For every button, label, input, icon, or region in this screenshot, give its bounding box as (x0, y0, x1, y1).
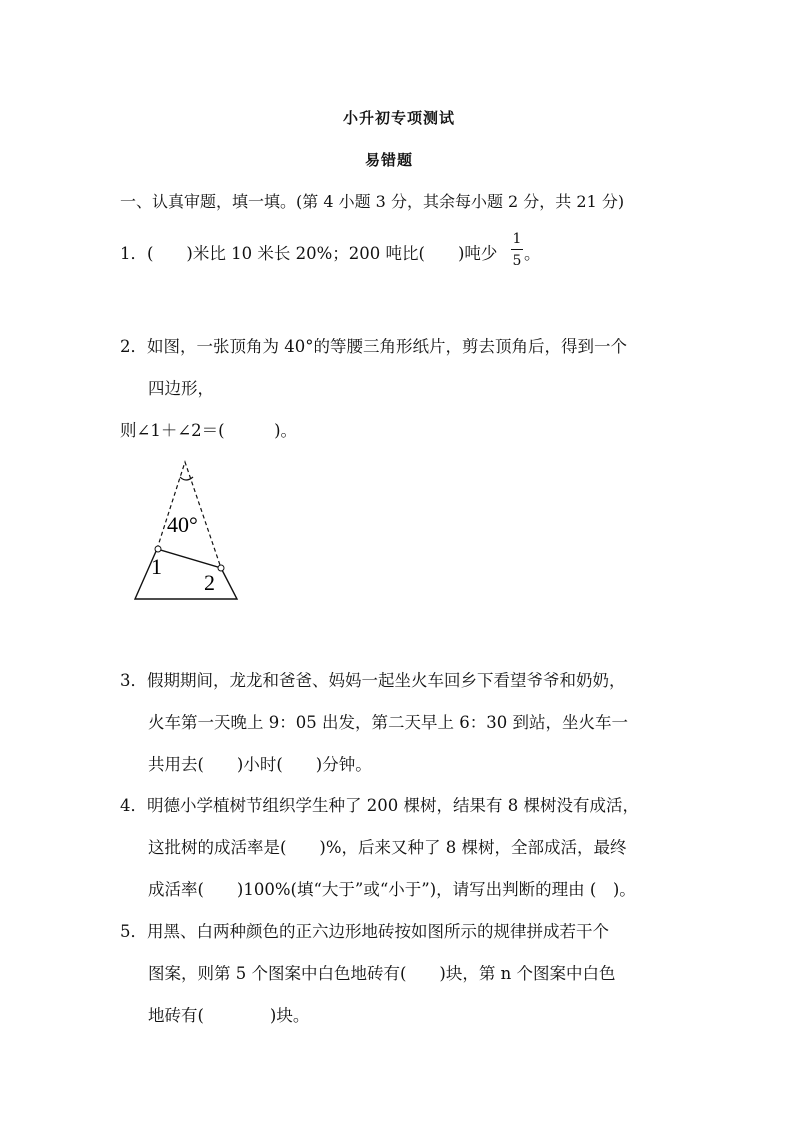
triangle-figure (125, 452, 245, 607)
fraction-numerator: 1 (512, 231, 522, 247)
fraction-denominator: 5 (512, 253, 522, 269)
angle-40-label: 40° (167, 512, 198, 537)
angle-2-label: 2 (204, 570, 215, 595)
page-subtitle: 易错题 (365, 151, 414, 169)
degree-marker (218, 565, 224, 571)
question-3-line-2: 火车第一天晚上 9：05 出发，第二天早上 6：30 到站，坐火车一 (148, 713, 628, 732)
question-2-line-1: 2．如图，一张顶角为 40°的等腰三角形纸片，剪去顶角后，得到一个 (120, 337, 627, 356)
question-5-line-1: 5．用黑、白两种颜色的正六边形地砖按如图所示的规律拼成若干个 (120, 922, 609, 941)
question-1-tail: 。 (524, 244, 541, 263)
question-5-line-3: 地砖有( )块。 (148, 1006, 310, 1025)
question-2-line-3: 则∠1＋∠2＝( )。 (120, 421, 298, 440)
apex-angle-arc (180, 477, 193, 480)
section-heading: 一、认真审题，填一填。(第 4 小题 3 分，其余每小题 2 分，共 21 分) (120, 192, 625, 211)
question-3-line-1: 3．假期期间，龙龙和爸爸、妈妈一起坐火车回乡下看望爷爷和奶奶， (120, 671, 626, 690)
angle-1-label: 1 (151, 554, 162, 579)
question-5-line-2: 图案，则第 5 个图案中白色地砖有( )块，第 n 个图案中白色 (148, 964, 616, 983)
degree-marker (155, 546, 161, 552)
question-4-line-2: 这批树的成活率是( )%，后来又种了 8 棵树，全部成活，最终 (148, 838, 627, 857)
question-1-text: 1．( )米比 10 米长 20%；200 吨比( )吨少 (120, 244, 498, 263)
fraction-bar (511, 249, 523, 250)
page-title: 小升初专项测试 (343, 109, 456, 127)
question-4-line-1: 4．明德小学植树节组织学生种了 200 棵树，结果有 8 棵树没有成活， (120, 796, 639, 815)
question-3-line-3: 共用去( )小时( )分钟。 (148, 755, 372, 774)
question-2-line-2: 四边形， (148, 379, 214, 398)
question-4-line-3: 成活率( )100%(填“大于”或“小于”)，请写出判断的理由 ( )。 (148, 880, 636, 899)
